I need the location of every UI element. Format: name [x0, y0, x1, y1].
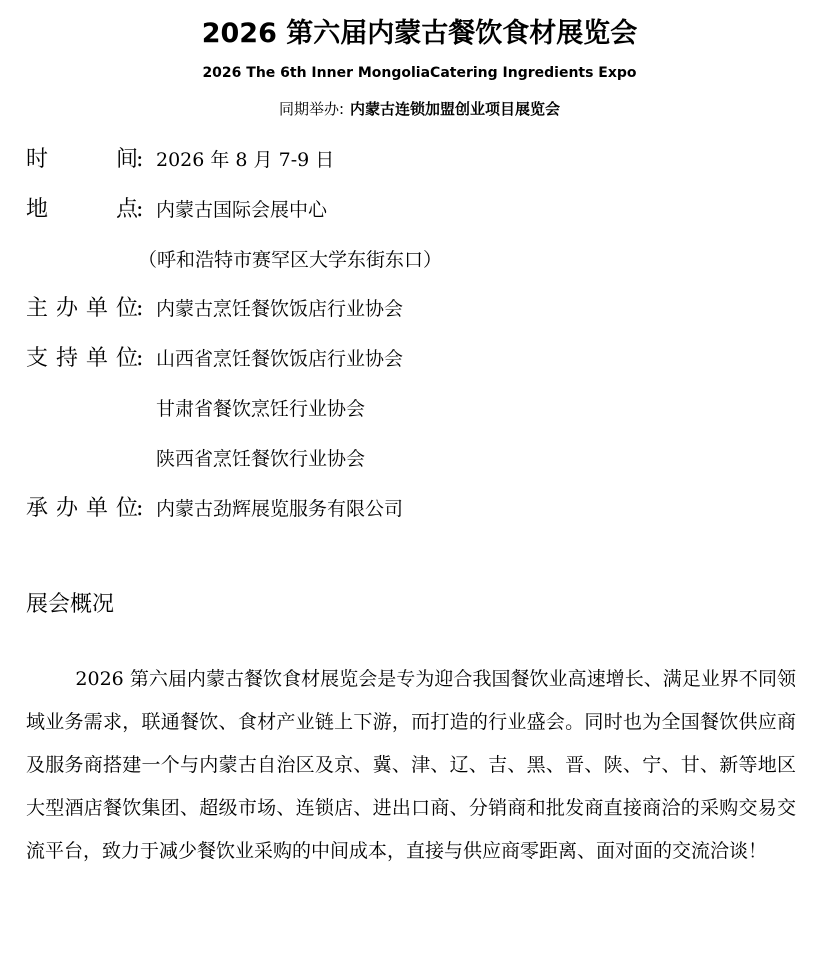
- time-value: 2026 年 8 月 7-9 日: [156, 149, 335, 171]
- page-title: 2026 第六届内蒙古餐饮食材展览会: [201, 18, 638, 49]
- supporters-colon: :: [136, 346, 144, 371]
- overview-heading: 展会概况: [26, 592, 115, 617]
- concurrent-event: [0, 97, 839, 121]
- concurrent-event-label: 同期举办:: [278, 100, 345, 118]
- undertaker-label: 承办单位: [26, 496, 138, 521]
- time-label: 时 间: [26, 147, 138, 172]
- time-colon: :: [136, 147, 144, 172]
- venue-value: 内蒙古国际会展中心: [156, 199, 328, 221]
- english-subtitle: 2026 The 6th Inner MongoliaCatering Ingredients Expo: [202, 65, 637, 81]
- venue-colon: :: [136, 197, 144, 222]
- supporter-item: 甘肃省餐饮烹饪行业协会: [156, 398, 366, 420]
- overview-paragraph: 2026 第六届内蒙古餐饮食材展览会是专为迎合我国餐饮业高速增长、满足业界不同领域业务需求，联通餐饮、食材产业链上下游，而打造的行业盛会。同时也为全国餐饮供应商及服务商搭建一个与内蒙古自治区及京、冀、津、辽、吉、黑、晋、陕、宁、甘、新等地区大型酒店餐饮集团、超级市场、连锁店、进出口商、分销商和批发商直接商洽的采购交易交流平台，致力于减少餐饮业采购的中间成本，直接与供应商零距离、面对面的交流洽谈！: [26, 668, 796, 862]
- venue-address: （呼和浩特市赛罕区大学东街东口）: [138, 249, 443, 271]
- supporter-item: 山西省烹饪餐饮饭店行业协会: [156, 348, 404, 370]
- supporter-item: 陕西省烹饪餐饮行业协会: [156, 448, 366, 470]
- venue-label: 地 点: [26, 197, 138, 222]
- organizer-colon: :: [136, 296, 144, 321]
- organizer-label: 主办单位: [26, 296, 138, 321]
- supporters-label: 支持单位: [26, 346, 138, 371]
- undertaker-value: 内蒙古劲辉展览服务有限公司: [156, 498, 404, 520]
- concurrent-event-value: 内蒙古连锁加盟创业项目展览会: [350, 100, 561, 118]
- undertaker-colon: :: [136, 496, 144, 521]
- organizer-value: 内蒙古烹饪餐饮饭店行业协会: [156, 298, 404, 320]
